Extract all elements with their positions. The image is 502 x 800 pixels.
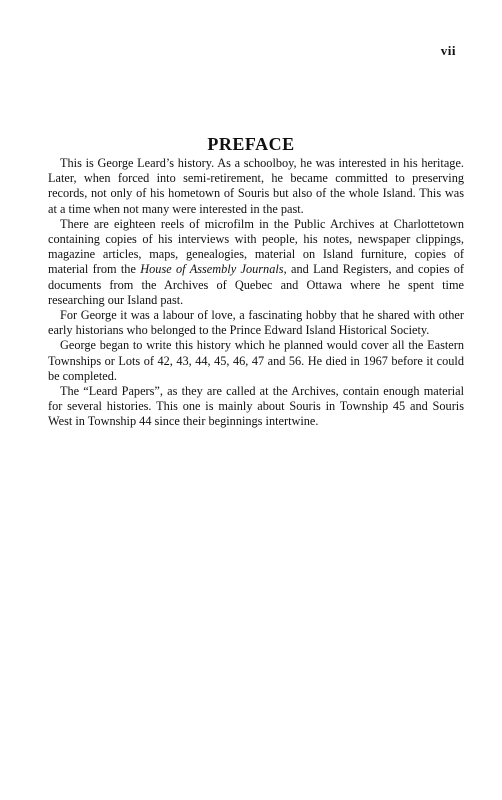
paragraph-3 [48, 308, 464, 338]
paragraph-text: There are eighteen reels of microfilm in the Public Archives at Charlottetown containing copies of his interviews with people, his notes, newspaper clippings, magazine articles, maps, genealogies, material on Island furniture, copies of material from the [48, 216, 464, 277]
page-number: vii [440, 43, 456, 58]
preface-body [48, 156, 464, 430]
paragraph-text: The “Leard Papers”, as they are called at the Archives, contain enough material for several histories. This one is mainly about Souris in Township 45 and Souris West in Township 44 since their beginnings intertwine. [48, 384, 464, 429]
paragraph-text: George began to write this history which he planned would cover all the Eastern Townships or Lots of 42, 43, 44, 45, 46, 47 and 56. He died in 1967 before it could be completed. [48, 338, 464, 383]
journal-title: House of Assembly Journals [140, 262, 284, 277]
paragraph-1 [48, 156, 464, 217]
paragraph-text: , and Land Registers, and copies of documents from the Archives of Quebec and Ottawa where he spent time researching our Island past. [48, 262, 465, 307]
paragraph-5 [48, 384, 464, 430]
paragraph-2 [48, 217, 464, 308]
page-title: PREFACE [207, 134, 295, 154]
paragraph-text: For George it was a labour of love, a fascinating hobby that he shared with other early historians who belonged to the Prince Edward Island Historical Society. [48, 308, 464, 338]
paragraph-text: This is George Leard’s history. As a schoolboy, he was interested in his heritage. Later, when forced into semi-retirement, he became committed to preserving records, not only of his hometown of Souris but also of the whole Island. This was at a time when not many were interested in the past. [48, 156, 464, 216]
paragraph-4 [48, 338, 464, 384]
